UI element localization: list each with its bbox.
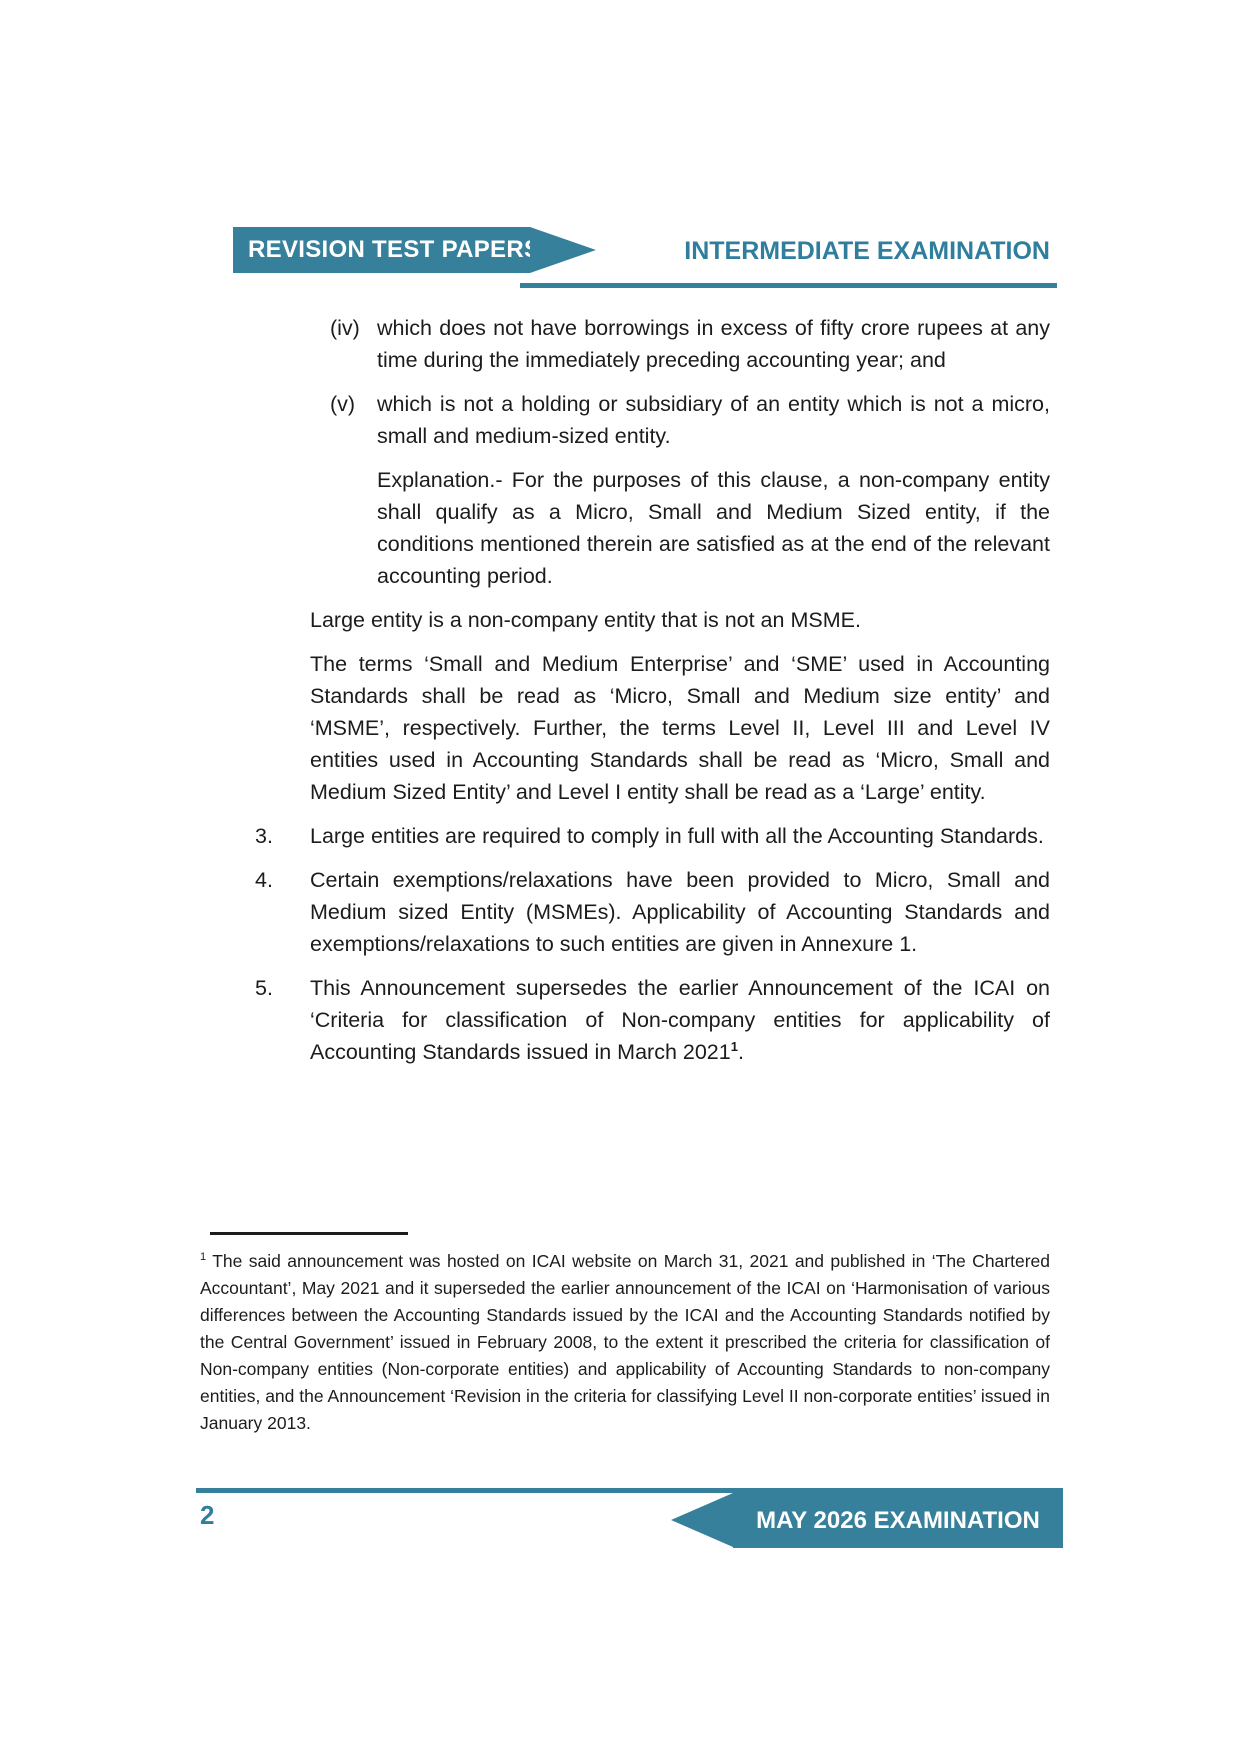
list-item-text: Certain exemptions/relaxations have been provided to Micro, Small and Medium sized Entity (MSMEs). Applicability of Accounting Standards and exemptions/relaxations to such entities are given in Annexure 1.	[310, 868, 1050, 956]
footnote-text	[200, 1248, 1050, 1437]
list-item-iv	[330, 312, 1050, 376]
list-item-label: (v)	[330, 392, 356, 416]
main-content	[200, 312, 1050, 1080]
header-underline-rule	[520, 283, 1057, 288]
list-item-number: 5.	[255, 976, 273, 1000]
footnote-separator-rule	[210, 1232, 408, 1235]
numbered-item-3	[255, 820, 1050, 852]
footnote-body: The said announcement was hosted on ICAI website on March 31, 2021 and published in ‘The Chartered Accountant’, May 2021 and it superseded the earlier announcement of the ICAI on ‘Harmonisation of various differences between the Accounting Standards issued by the ICAI and the Accounting Standards notified by the Central Government’ issued in February 2008, to the extent it prescribed the criteria for classification of Non-company entities (Non-corporate entities) and applicability of Accounting Standards to non-company entities, and the Announcement ‘Revision in the criteria for classifying Level II non-corporate entities’ issued in January 2013.	[200, 1251, 1050, 1433]
page-number: 2	[200, 1500, 215, 1530]
numbered-item-5	[255, 972, 1050, 1068]
numbered-item-4	[255, 864, 1050, 960]
list-item-v	[330, 388, 1050, 452]
header-banner-label: REVISION TEST PAPERS	[248, 236, 541, 263]
terms-paragraph: The terms ‘Small and Medium Enterprise’ and ‘SME’ used in Accounting Standards shall be read as ‘Micro, Small and Medium size entity’ and ‘MSME’, respectively. Further, the terms Level II, Level III and Level IV entities used in Accounting Standards shall be read as ‘Micro, Small and Medium Sized Entity’ and Level I entity shall be read as a ‘Large’ entity.	[310, 652, 1050, 804]
footnote-reference: 1	[730, 1038, 738, 1054]
list-item-text	[310, 972, 1050, 1068]
banner-arrow-left-icon	[671, 1493, 733, 1547]
list-item-text: Large entities are required to comply in full with all the Accounting Standards.	[310, 824, 1044, 848]
list-item-number: 3.	[255, 824, 273, 848]
footer-banner-label: MAY 2026 EXAMINATION	[756, 1507, 1040, 1534]
list-item-number: 4.	[255, 868, 273, 892]
banner-arrow-right-icon	[530, 227, 596, 273]
footer-banner	[733, 1493, 1063, 1548]
explanation-paragraph: Explanation.- For the purposes of this clause, a non-company entity shall qualify as a Micro, Small and Medium Sized entity, if the conditions mentioned therein are satisfied as at the end of the relevant accounting period.	[377, 468, 1050, 588]
exam-title: INTERMEDIATE EXAMINATION	[684, 237, 1050, 265]
footnote-block	[200, 1232, 1050, 1437]
large-entity-paragraph: Large entity is a non-company entity that is not an MSME.	[310, 608, 861, 632]
item-5-text-end: .	[737, 1040, 744, 1064]
footnote-marker: 1	[200, 1251, 207, 1264]
list-item-text: which does not have borrowings in excess of fifty crore rupees at any time during the immediately preceding accounting year; and	[377, 316, 1050, 372]
list-item-text: which is not a holding or subsidiary of an entity which is not a micro, small and medium-sized entity.	[377, 392, 1050, 448]
list-item-label: (iv)	[330, 316, 360, 340]
item-5-text: This Announcement supersedes the earlier Announcement of the ICAI on ‘Criteria for classification of Non-company entities for applicability of Accounting Standards issued in March 2021	[310, 976, 1050, 1064]
header-banner	[233, 227, 541, 273]
